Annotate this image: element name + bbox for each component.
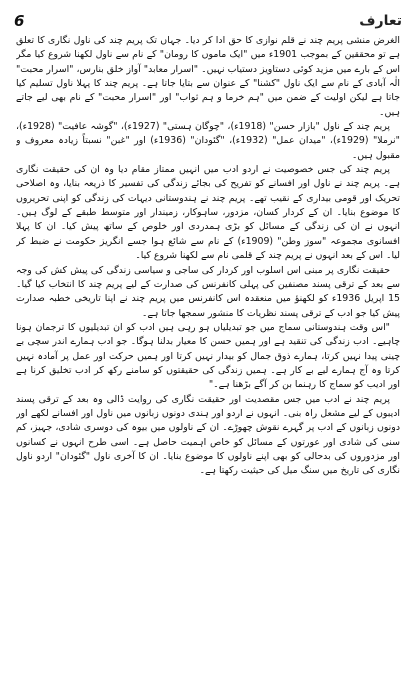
paragraph: الغرض منشی پریم چند نے قلم نوازی کا حق ادا کر دیا۔ جہاں تک پریم چند کی ناول نگاری کا تعلق ہے تو محققین کے بموجب 1901ء میں "ایک ماموں کا رومان" کے نام سے ناول لکھنا شروع کیا مگر اس کے بارے میں مزید کوئی دستاویز دستیاب نہیں۔ "اسرار معابد" آواز خلق بنارس، "اسرار محبت" الٰہ آبادی کے نام سے ایک ناول "کشنا" کے عنوان سے بتایا جاتا ہے۔ پریم چند کا پہلا ناول تسلیم کیا جاتا ہے لیکن اولیت کے ضمن میں "ہم خرما و ہم ثواب" اور "اسرار محبت" کے نام بھی لیے جاتے ہیں۔	[16, 35, 400, 118]
body-text	[16, 34, 400, 670]
paragraph: پریم چند نے ادب میں جس مقصدیت اور حقیقت نگاری کی روایت ڈالی وہ بعد کے ترقی پسند ادیبوں کے لیے مشعل راہ بنی۔ انہوں نے اردو اور ہندی دونوں زبانوں میں ناول اور افسانے لکھے اور دونوں زبانوں کے ادب پر گہرے نقوش چھوڑے۔ ان کے ناولوں میں بیوہ کی دوسری شادی، جہیز، کم سنی کی شادی اور عورتوں کے مسائل کو خاص اہمیت حاصل ہے۔ اسی طرح انہوں نے کسانوں اور مزدوروں کی بدحالی کو بھی اپنے ناولوں کا موضوع بنایا۔ ان کا آخری ناول "گئودان" اردو ناول نگاری کی تاریخ میں سنگ میل کی حیثیت رکھتا ہے۔	[16, 393, 400, 477]
page-number: 6	[14, 12, 25, 30]
paragraph: پریم چند کے ناول "بازار حسن" (1918ء)، "چوگان ہستی" (1927ء)، "گوشہ عافیت" (1928ء)، "نرملا" (1929ء)، "میدان عمل" (1932ء)، "گئودان" (1936ء) اور "غبن" نسبتاً زیادہ معروف و مقبول ہیں۔	[16, 121, 400, 161]
paragraph: پریم چند کی جس خصوصیت نے اردو ادب میں انہیں ممتاز مقام دیا وہ ان کی حقیقت نگاری ہے۔ پریم چند نے ناول اور افسانے کو تفریح کی بجائے زندگی کی تفسیر کا ذریعہ بنایا، وہ اصلاحی تحریک اور قومی بیداری کے نقیب تھے۔ پریم چند نے ہندوستانی دیہات کی زندگی کو اپنی تحریروں کا موضوع بنایا۔ ان کے کردار کسان، مزدور، ساہوکار، زمیندار اور متوسط طبقے کے لوگ ہیں۔ انہوں نے ان کی زندگی کے مسائل کو بڑی ہمدردی اور خلوص کے ساتھ پیش کیا۔ ان کا پہلا افسانوی مجموعہ "سوز وطن" (1909ء) کے نام سے شائع ہوا جسے انگریز حکومت نے ضبط کر لیا۔ اس کے بعد انہوں نے پریم چند کے قلمی نام سے لکھنا شروع کیا۔	[16, 164, 400, 262]
page-header	[14, 10, 402, 32]
running-title: تعارف	[359, 13, 402, 29]
quotation-paragraph: "اس وقت ہندوستانی سماج میں جو تبدیلیاں ہو رہی ہیں ادب کو ان تبدیلیوں کا ترجمان ہونا چاہیے۔ ادب زندگی کی تنقید ہے اور ہمیں حسن کا معیار بدلنا ہوگا۔ جو ادب ہمارے اندر سچی بے چینی پیدا نہیں کرتا، ہمارے ذوق جمال کو بیدار نہیں کرتا اور ہمیں حرکت اور عمل پر آمادہ نہیں کرتا وہ آج ہمارے لیے بے کار ہے۔ ہمیں زندگی کی حقیقتوں کو سامنے رکھ کر ادب تخلیق کرنا ہے اور ادیب کو سماج کا رہنما بن کر آگے بڑھنا ہے۔"	[16, 321, 400, 391]
paragraph: حقیقت نگاری پر مبنی اس اسلوب اور کردار کی ساجی و سیاسی زندگی کی پیش کش کی وجہ سے بعد کے ترقی پسند مصنفین کی پہلی کانفرنس کی صدارت کے لیے پریم چند کا انتخاب کیا گیا۔ 15 اپریل 1936ء کو لکھنؤ میں منعقدہ اس کانفرنس میں پریم چند نے اپنا تاریخی خطبہ صدارت پیش کیا جو ادب کے ترقی پسند نظریات کا منشور سمجھا جاتا ہے۔	[16, 264, 400, 319]
